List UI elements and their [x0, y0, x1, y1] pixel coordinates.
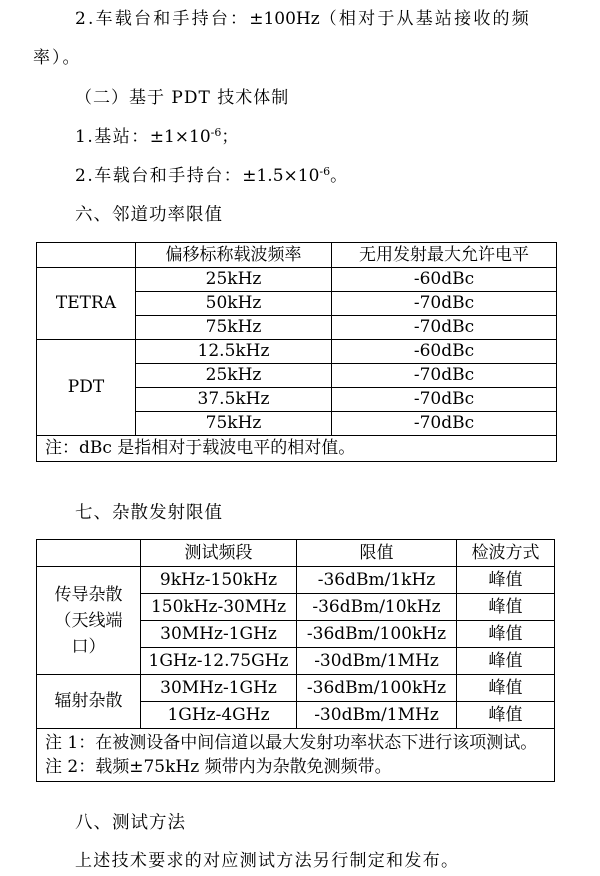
table-header-row — [37, 243, 557, 268]
level-cell: -70dBc — [332, 364, 557, 388]
table-note-row — [37, 436, 557, 462]
header-cell: 测试频段 — [141, 540, 297, 567]
pdt-item-1 — [75, 126, 238, 148]
offset-cell: 25kHz — [136, 364, 332, 388]
header-cell: 无用发射最大允许电平 — [332, 243, 557, 268]
pdt-item-2 — [75, 165, 347, 187]
table-notes-row — [37, 729, 555, 782]
level-cell: -70dBc — [332, 292, 557, 316]
section-8-title: 八、测试方法 — [75, 813, 186, 833]
pdt-heading: （二）基于 PDT 技术体制 — [75, 88, 290, 108]
intro-line-2: 率）。 — [33, 48, 82, 68]
table-notes — [37, 729, 555, 782]
band-cell: 1GHz-4GHz — [141, 702, 297, 729]
offset-cell: 25kHz — [136, 268, 332, 292]
pdt-item-1-prefix: 1.基站： — [75, 127, 150, 147]
group-label-conducted: 传导杂散（天线端口） — [37, 567, 141, 675]
group-label-pdt: PDT — [37, 340, 136, 436]
header-cell: 限值 — [297, 540, 457, 567]
pdt-item-1-exponent: -6 — [210, 126, 222, 139]
offset-cell: 75kHz — [136, 412, 332, 436]
table-row — [37, 268, 557, 292]
section-6-title: 六、邻道功率限值 — [75, 205, 223, 225]
table-note-2: 注 2：载频±75kHz 频带内为杂散免测频带。 — [45, 757, 392, 777]
header-cell: 偏移标称载波频率 — [136, 243, 332, 268]
pdt-item-1-end: ； — [221, 127, 239, 147]
limit-cell: -36dBm/10kHz — [297, 594, 457, 621]
detector-cell: 峰值 — [457, 702, 555, 729]
group-label-tetra: TETRA — [37, 268, 136, 340]
detector-cell: 峰值 — [457, 594, 555, 621]
limit-cell: -30dBm/1MHz — [297, 702, 457, 729]
adjacent-channel-power-table — [36, 242, 557, 462]
band-cell: 30MHz-1GHz — [141, 621, 297, 648]
detector-cell: 峰值 — [457, 675, 555, 702]
intro-value: ±100Hz — [249, 9, 320, 29]
level-cell: -70dBc — [332, 388, 557, 412]
pdt-item-2-exponent: -6 — [319, 165, 331, 178]
band-cell: 30MHz-1GHz — [141, 675, 297, 702]
detector-cell: 峰值 — [457, 621, 555, 648]
detector-cell: 峰值 — [457, 567, 555, 594]
pdt-item-2-end: 。 — [330, 166, 348, 186]
intro-prefix: 2.车载台和手持台： — [75, 9, 250, 29]
level-cell: -60dBc — [332, 340, 557, 364]
table-row — [37, 675, 555, 702]
table-row — [37, 567, 555, 594]
offset-cell: 50kHz — [136, 292, 332, 316]
level-cell: -70dBc — [332, 316, 557, 340]
header-cell: 检波方式 — [457, 540, 555, 567]
section-7-title: 七、杂散发射限值 — [75, 503, 223, 523]
limit-cell: -30dBm/1MHz — [297, 648, 457, 675]
pdt-item-2-prefix: 2.车载台和手持台： — [75, 166, 243, 186]
intro-line-1 — [75, 8, 531, 30]
intro-suffix: （相对于从基站接收的频 — [319, 9, 531, 29]
header-cell — [37, 540, 141, 567]
limit-cell: -36dBm/100kHz — [297, 675, 457, 702]
limit-cell: -36dBm/100kHz — [297, 621, 457, 648]
offset-cell: 75kHz — [136, 316, 332, 340]
pdt-item-1-value: ±1×10 — [149, 127, 211, 147]
band-cell: 150kHz-30MHz — [141, 594, 297, 621]
level-cell: -60dBc — [332, 268, 557, 292]
band-cell: 1GHz-12.75GHz — [141, 648, 297, 675]
spurious-emission-table — [36, 539, 555, 782]
level-cell: -70dBc — [332, 412, 557, 436]
offset-cell: 12.5kHz — [136, 340, 332, 364]
table-row — [37, 340, 557, 364]
header-cell — [37, 243, 136, 268]
group-label-radiated: 辐射杂散 — [37, 675, 141, 729]
band-cell: 9kHz-150kHz — [141, 567, 297, 594]
pdt-item-2-value: ±1.5×10 — [242, 166, 320, 186]
table-note-1: 注 1：在被测设备中间信道以最大发射功率状态下进行该项测试。 — [45, 733, 538, 753]
offset-cell: 37.5kHz — [136, 388, 332, 412]
limit-cell: -36dBm/1kHz — [297, 567, 457, 594]
table-note: 注：dBc 是指相对于载波电平的相对值。 — [37, 436, 557, 462]
section-8-body: 上述技术要求的对应测试方法另行制定和发布。 — [75, 851, 460, 871]
table-header-row — [37, 540, 555, 567]
detector-cell: 峰值 — [457, 648, 555, 675]
